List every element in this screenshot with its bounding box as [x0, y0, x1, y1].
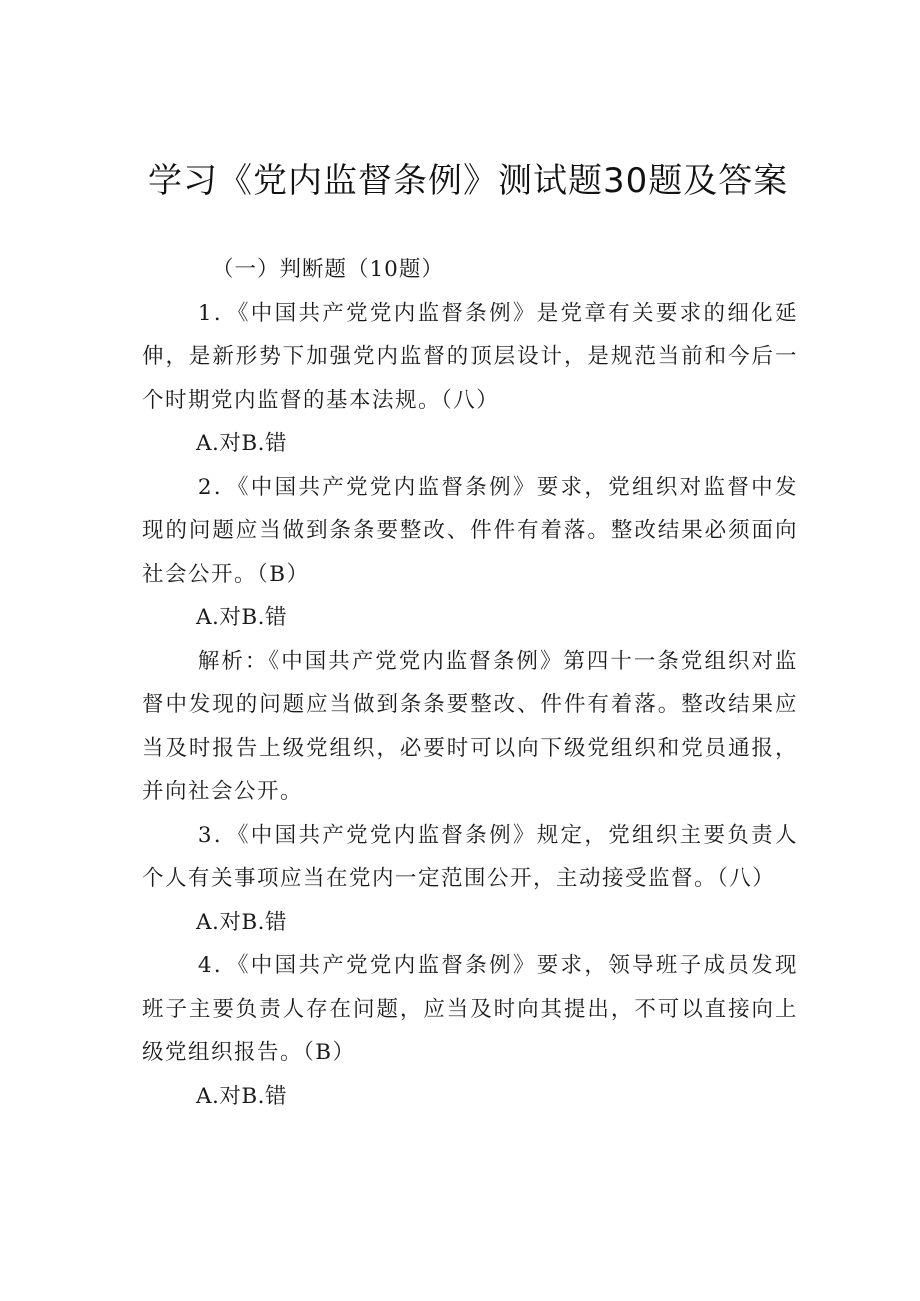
document-title: 学习《党内监督条例》测试题30题及答案	[148, 161, 789, 201]
question-3-text: 3．《中国共产党党内监督条例》规定，党组织主要负责人个人有关事项应当在党内一定范围公开，主动接受监督。（八）	[142, 822, 798, 891]
question-3-options: A.对B.错	[196, 909, 287, 935]
question-2-analysis: 解析：《中国共产党党内监督条例》第四十一条党组织对监督中发现的问题应当做到条条要整改、件件有着落。整改结果应当及时报告上级党组织，必要时可以向下级党组织和党员通报，并向社会公开。	[142, 648, 798, 804]
question-1-text: 1．《中国共产党党内监督条例》是党章有关要求的细化延伸，是新形势下加强党内监督的顶层设计，是规范当前和今后一个时期党内监督的基本法规。（八）	[142, 300, 798, 413]
question-1-options: A.对B.错	[196, 431, 287, 456]
document-body	[142, 248, 798, 1118]
question-4-options: A.对B.错	[196, 1083, 287, 1109]
section-heading: （一）判断题（10题）	[212, 257, 444, 282]
question-2-text: 2．《中国共产党党内监督条例》要求，党组织对监督中发现的问题应当做到条条要整改、件件有着落。整改结果必须面向社会公开。（B）	[142, 474, 798, 587]
question-2-options: A.对B.错	[196, 605, 287, 630]
question-4-text: 4．《中国共产党党内监督条例》要求，领导班子成员发现班子主要负责人存在问题，应当及时向其提出，不可以直接向上级党组织报告。（B）	[142, 953, 798, 1065]
